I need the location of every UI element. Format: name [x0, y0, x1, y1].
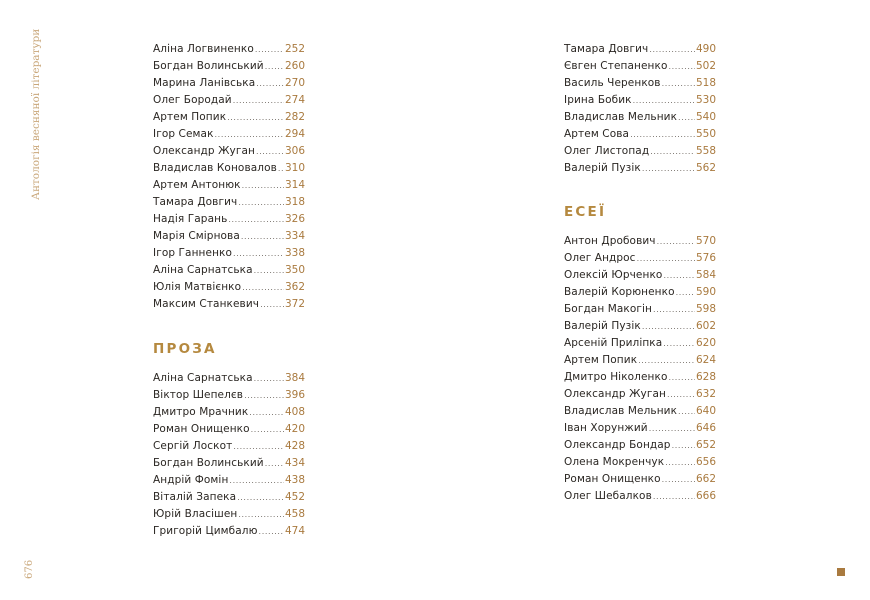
author-name: Тамара Довгич: [564, 43, 649, 55]
entry-page-number: 652: [695, 439, 716, 451]
author-name: Артем Попик: [564, 354, 638, 366]
author-name: Віталій Запека: [153, 491, 237, 503]
entry-page-number: 558: [695, 145, 716, 157]
toc-entry: [153, 296, 305, 313]
author-name: Максим Станкевич: [153, 298, 260, 310]
author-name: Богдан Макогін: [564, 303, 652, 315]
section-heading-proza: ПРОЗА: [153, 341, 217, 357]
author-name: Василь Черенков: [564, 77, 661, 89]
toc-entry: [564, 403, 716, 420]
author-name: Аліна Логвиненко: [153, 43, 254, 55]
entry-page-number: 310: [284, 162, 305, 174]
author-name: Аліна Сарнатська: [153, 372, 253, 384]
author-name: Тамара Довгич: [153, 196, 238, 208]
toc-entry: [153, 194, 305, 211]
toc-entry: [564, 75, 716, 92]
entry-page-number: 294: [284, 128, 305, 140]
entry-page-number: 260: [284, 60, 305, 72]
entry-page-number: 598: [695, 303, 716, 315]
toc-entry: [153, 421, 305, 438]
entry-page-number: 602: [695, 320, 716, 332]
entry-page-number: 270: [284, 77, 305, 89]
author-name: Ігор Семак: [153, 128, 214, 140]
entry-page-number: 490: [695, 43, 716, 55]
toc-entry: [564, 92, 716, 109]
toc-entry: [153, 228, 305, 245]
dot-leader: [242, 279, 284, 296]
toc-entry: [564, 160, 716, 177]
entry-page-number: 628: [695, 371, 716, 383]
toc-entry: [564, 352, 716, 369]
author-name: Олександр Жуган: [153, 145, 255, 157]
author-name: Богдан Волинський: [153, 60, 264, 72]
dot-leader: [251, 421, 284, 438]
author-name: Дмитро Мрачник: [153, 406, 249, 418]
entry-page-number: 326: [284, 213, 305, 225]
entry-page-number: 274: [284, 94, 305, 106]
entry-page-number: 252: [284, 43, 305, 55]
entry-page-number: 282: [284, 111, 305, 123]
dot-leader: [255, 41, 284, 58]
page-number: 676: [24, 559, 35, 579]
entry-page-number: 666: [695, 490, 716, 502]
dot-leader: [630, 126, 695, 143]
dot-leader: [678, 403, 695, 420]
author-name: Надія Гарань: [153, 213, 228, 225]
entry-page-number: 458: [284, 508, 305, 520]
toc-group: [153, 370, 305, 540]
author-name: Олег Листопад: [564, 145, 650, 157]
author-name: Олексій Юрченко: [564, 269, 663, 281]
section-heading-esei: ЕСЕЇ: [564, 204, 607, 220]
toc-entry: [153, 177, 305, 194]
toc-entry: [564, 41, 716, 58]
dot-leader: [244, 387, 284, 404]
toc-entry: [153, 279, 305, 296]
dot-leader: [657, 233, 695, 250]
toc-entry: [564, 386, 716, 403]
entry-page-number: 420: [284, 423, 305, 435]
toc-entry: [153, 370, 305, 387]
author-name: Олександр Бондар: [564, 439, 671, 451]
author-name: Олена Мокренчук: [564, 456, 665, 468]
toc-entry: [153, 506, 305, 523]
dot-leader: [637, 250, 695, 267]
dot-leader: [653, 301, 695, 318]
entry-page-number: 620: [695, 337, 716, 349]
toc-entry: [564, 109, 716, 126]
entry-page-number: 350: [284, 264, 305, 276]
entry-page-number: 428: [284, 440, 305, 452]
author-name: Іван Хорунжий: [564, 422, 648, 434]
author-name: Олександр Жуган: [564, 388, 666, 400]
author-name: Олег Андрос: [564, 252, 636, 264]
entry-page-number: 646: [695, 422, 716, 434]
dot-leader: [676, 284, 695, 301]
entry-page-number: 640: [695, 405, 716, 417]
entry-page-number: 338: [284, 247, 305, 259]
entry-page-number: 576: [695, 252, 716, 264]
toc-entry: [153, 438, 305, 455]
author-name: Владислав Коновалов: [153, 162, 277, 174]
toc-entry: [564, 284, 716, 301]
toc-entry: [564, 437, 716, 454]
entry-page-number: 314: [284, 179, 305, 191]
toc-entry: [564, 143, 716, 160]
dot-leader: [667, 386, 695, 403]
author-name: Юлія Матвієнко: [153, 281, 242, 293]
toc-left-column: [153, 41, 305, 540]
toc-entry: [564, 369, 716, 386]
dot-leader: [238, 194, 284, 211]
entry-page-number: 318: [284, 196, 305, 208]
dot-leader: [663, 335, 695, 352]
dot-leader: [241, 228, 284, 245]
dot-leader: [229, 472, 284, 489]
author-name: Ігор Ганненко: [153, 247, 232, 259]
toc-entry: [153, 211, 305, 228]
dot-leader: [256, 143, 284, 160]
toc-entry: [153, 387, 305, 404]
entry-page-number: 362: [284, 281, 305, 293]
toc-entry: [564, 318, 716, 335]
author-name: Артем Антонюк: [153, 179, 241, 191]
entry-page-number: 434: [284, 457, 305, 469]
dot-leader: [649, 420, 695, 437]
author-name: Роман Онищенко: [564, 473, 661, 485]
toc-group: [153, 41, 305, 313]
toc-entry: [564, 471, 716, 488]
toc-entry: [564, 488, 716, 505]
toc-right-column: [564, 41, 716, 505]
toc-group: [564, 41, 716, 177]
toc-entry: [153, 523, 305, 540]
author-name: Олег Бородай: [153, 94, 232, 106]
toc-entry: [153, 160, 305, 177]
author-name: Артем Попик: [153, 111, 227, 123]
toc-entry: [564, 420, 716, 437]
running-title: Антологія весняної літератури: [30, 28, 42, 200]
toc-entry: [153, 58, 305, 75]
toc-entry: [564, 454, 716, 471]
entry-page-number: 540: [695, 111, 716, 123]
toc-entry: [153, 109, 305, 126]
entry-page-number: 372: [284, 298, 305, 310]
entry-page-number: 624: [695, 354, 716, 366]
entry-page-number: 562: [695, 162, 716, 174]
toc-entry: [564, 58, 716, 75]
author-name: Марина Ланівська: [153, 77, 256, 89]
dot-leader: [662, 75, 695, 92]
corner-marker: [837, 568, 845, 576]
toc-entry: [153, 143, 305, 160]
entry-page-number: 306: [284, 145, 305, 157]
dot-leader: [233, 438, 284, 455]
author-name: Владислав Мельник: [564, 405, 678, 417]
dot-leader: [278, 160, 284, 177]
entry-page-number: 502: [695, 60, 716, 72]
dot-leader: [259, 523, 284, 540]
author-name: Антон Дробович: [564, 235, 656, 247]
entry-page-number: 384: [284, 372, 305, 384]
dot-leader: [238, 506, 284, 523]
toc-entry: [153, 262, 305, 279]
author-name: Григорій Цимбалю: [153, 525, 258, 537]
author-name: Андрій Фомін: [153, 474, 229, 486]
dot-leader: [242, 177, 284, 194]
dot-leader: [662, 471, 695, 488]
dot-leader: [672, 437, 695, 454]
author-name: Роман Онищенко: [153, 423, 250, 435]
toc-entry: [153, 41, 305, 58]
entry-page-number: 396: [284, 389, 305, 401]
toc-entry: [153, 245, 305, 262]
author-name: Артем Сова: [564, 128, 630, 140]
dot-leader: [642, 160, 695, 177]
dot-leader: [638, 352, 695, 369]
entry-page-number: 570: [695, 235, 716, 247]
toc-entry: [153, 489, 305, 506]
dot-leader: [254, 262, 284, 279]
entry-page-number: 584: [695, 269, 716, 281]
author-name: Богдан Волинський: [153, 457, 264, 469]
dot-leader: [668, 58, 694, 75]
toc-entry: [153, 404, 305, 421]
author-name: Сергій Лоскот: [153, 440, 233, 452]
toc-entry: [153, 455, 305, 472]
entry-page-number: 518: [695, 77, 716, 89]
toc-entry: [564, 335, 716, 352]
dot-leader: [265, 455, 284, 472]
toc-entry: [153, 126, 305, 143]
dot-leader: [265, 58, 284, 75]
dot-leader: [663, 267, 695, 284]
entry-page-number: 334: [284, 230, 305, 242]
entry-page-number: 656: [695, 456, 716, 468]
toc-entry: [564, 301, 716, 318]
dot-leader: [254, 370, 284, 387]
author-name: Валерій Корюненко: [564, 286, 675, 298]
author-name: Дмитро Ніколенко: [564, 371, 668, 383]
dot-leader: [256, 75, 284, 92]
entry-page-number: 474: [284, 525, 305, 537]
author-name: Валерій Пузік: [564, 320, 641, 332]
dot-leader: [633, 92, 695, 109]
dot-leader: [233, 92, 284, 109]
toc-entry: [153, 472, 305, 489]
dot-leader: [215, 126, 284, 143]
entry-page-number: 590: [695, 286, 716, 298]
entry-page-number: 408: [284, 406, 305, 418]
dot-leader: [668, 369, 694, 386]
entry-page-number: 662: [695, 473, 716, 485]
author-name: Аліна Сарнатська: [153, 264, 253, 276]
author-name: Віктор Шепелєв: [153, 389, 244, 401]
dot-leader: [260, 296, 284, 313]
entry-page-number: 632: [695, 388, 716, 400]
dot-leader: [237, 489, 284, 506]
dot-leader: [653, 488, 695, 505]
author-name: Валерій Пузік: [564, 162, 641, 174]
toc-entry: [564, 267, 716, 284]
dot-leader: [678, 109, 695, 126]
dot-leader: [650, 143, 695, 160]
toc-entry: [153, 75, 305, 92]
dot-leader: [227, 109, 284, 126]
toc-entry: [153, 92, 305, 109]
author-name: Юрій Власішен: [153, 508, 238, 520]
dot-leader: [649, 41, 695, 58]
toc-entry: [564, 250, 716, 267]
entry-page-number: 530: [695, 94, 716, 106]
author-name: Арсеній Приліпка: [564, 337, 663, 349]
toc-entry: [564, 233, 716, 250]
entry-page-number: 452: [284, 491, 305, 503]
dot-leader: [233, 245, 284, 262]
author-name: Марія Смірнова: [153, 230, 240, 242]
author-name: Євген Степаненко: [564, 60, 668, 72]
author-name: Олег Шебалков: [564, 490, 652, 502]
entry-page-number: 550: [695, 128, 716, 140]
entry-page-number: 438: [284, 474, 305, 486]
author-name: Ірина Бобик: [564, 94, 632, 106]
dot-leader: [642, 318, 695, 335]
dot-leader: [249, 404, 284, 421]
dot-leader: [228, 211, 284, 228]
author-name: Владислав Мельник: [564, 111, 678, 123]
dot-leader: [665, 454, 695, 471]
toc-entry: [564, 126, 716, 143]
toc-group: [564, 233, 716, 505]
